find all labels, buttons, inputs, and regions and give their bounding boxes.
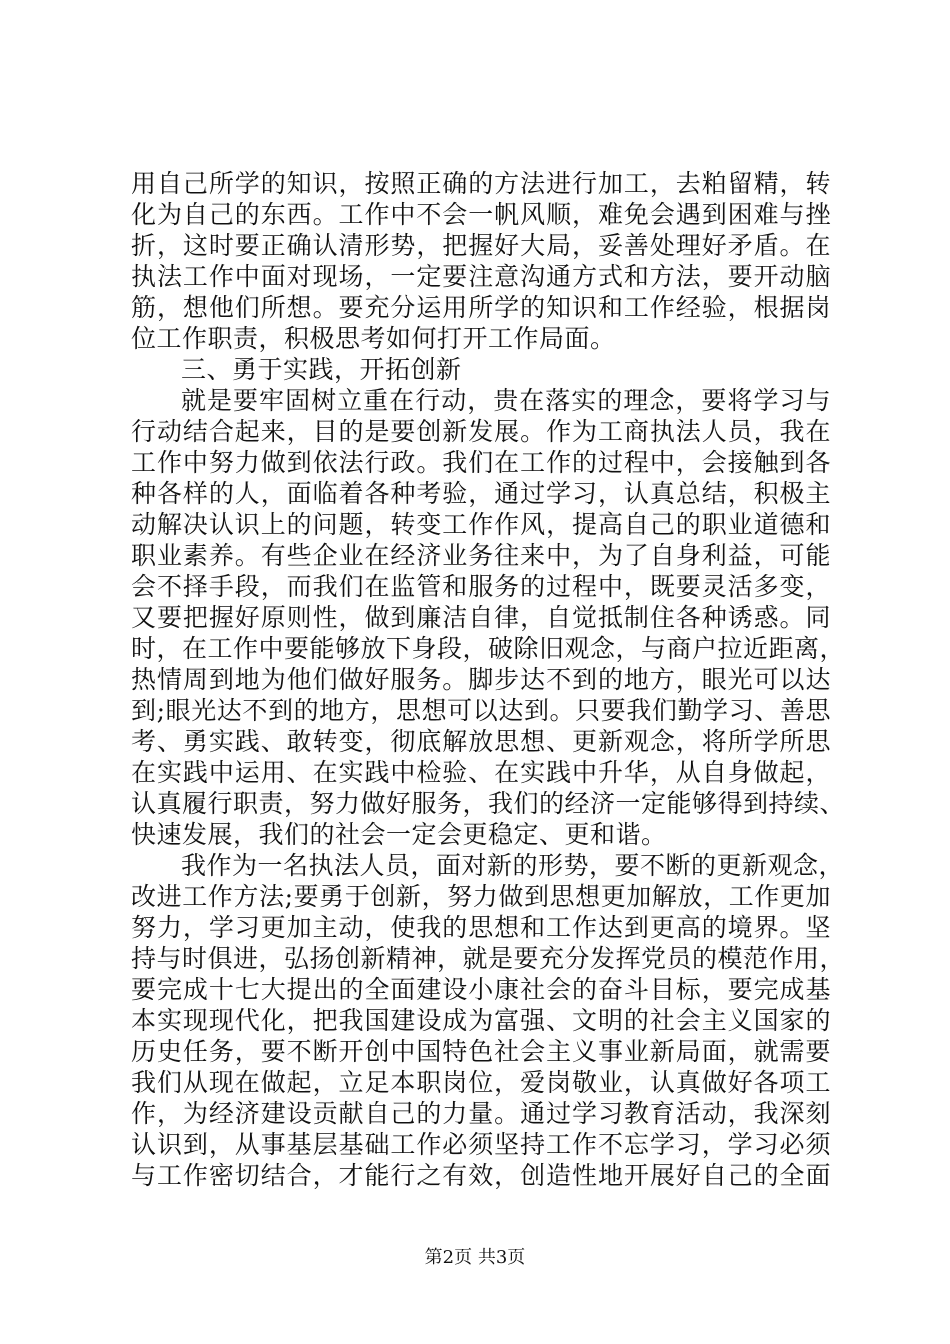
body-line: 快速发展，我们的社会一定会更稳定、更和谐。 (131, 820, 667, 849)
body-line: 行动结合起来，目的是要创新发展。作为工商执法人员，我在 (131, 417, 831, 446)
body-line: 本实现现代化，把我国建设成为富强、文明的社会主义国家的 (131, 1006, 831, 1035)
body-line: 职业素养。有些企业在经济业务往来中，为了自身利益，可能 (131, 541, 831, 570)
body-line: 执法工作中面对现场，一定要注意沟通方式和方法，要开动脑 (131, 262, 831, 291)
section-heading: 三、勇于实践，开拓创新 (181, 355, 462, 384)
body-line: 历史任务，要不断开创中国特色社会主义事业新局面，就需要 (131, 1037, 831, 1066)
body-line: 热情周到地为他们做好服务。脚步达不到的地方，眼光可以达 (131, 665, 831, 694)
body-line: 认识到，从事基层基础工作必须坚持工作不忘学习，学习必须 (131, 1130, 831, 1159)
body-line: 到;眼光达不到的地方，思想可以达到。只要我们勤学习、善思 (131, 696, 831, 725)
body-line: 位工作职责，积极思考如何打开工作局面。 (131, 324, 616, 353)
body-line: 时，在工作中要能够放下身段，破除旧观念，与商户拉近距离， (131, 634, 846, 663)
body-line: 与工作密切结合，才能行之有效，创造性地开展好自己的全面 (131, 1161, 831, 1190)
body-line: 工作中努力做到依法行政。我们在工作的过程中，会接触到各 (131, 448, 831, 477)
body-line: 在实践中运用、在实践中检验、在实践中升华，从自身做起， (131, 758, 831, 787)
body-line: 种各样的人，面临着各种考验，通过学习，认真总结，积极主 (131, 479, 831, 508)
paragraph-first-line: 我作为一名执法人员，面对新的形势，要不断的更新观念， (181, 851, 845, 880)
body-line: 改进工作方法;要勇于创新，努力做到思想更加解放，工作更加 (131, 882, 831, 911)
body-line: 考、勇实践、敢转变，彻底解放思想、更新观念，将所学所思 (131, 727, 831, 756)
body-line: 努力，学习更加主动，使我的思想和工作达到更高的境界。坚 (131, 913, 831, 942)
document-body (131, 168, 846, 1191)
paragraph-first-line: 就是要牢固树立重在行动，贵在落实的理念，要将学习与 (181, 386, 831, 415)
body-line: 认真履行职责，努力做好服务，我们的经济一定能够得到持续、 (131, 789, 846, 818)
body-line: 筋，想他们所想。要充分运用所学的知识和工作经验，根据岗 (131, 293, 831, 322)
body-line: 折，这时要正确认清形势，把握好大局，妥善处理好矛盾。在 (131, 231, 831, 260)
page-footer: 第2页 共3页 (424, 1247, 526, 1268)
body-line: 化为自己的东西。工作中不会一帆风顺，难免会遇到困难与挫 (131, 200, 831, 229)
body-line: 又要把握好原则性，做到廉洁自律，自觉抵制住各种诱惑。同 (131, 603, 831, 632)
body-line: 会不择手段，而我们在监管和服务的过程中，既要灵活多变， (131, 572, 831, 601)
body-line: 用自己所学的知识，按照正确的方法进行加工，去粕留精，转 (131, 169, 831, 198)
body-line: 我们从现在做起，立足本职岗位，爱岗敬业，认真做好各项工 (131, 1068, 831, 1097)
body-line: 动解决认识上的问题，转变工作作风，提高自己的职业道德和 (131, 510, 831, 539)
body-line: 持与时俱进，弘扬创新精神，就是要充分发挥党员的模范作用， (131, 944, 846, 973)
body-line: 要完成十七大提出的全面建设小康社会的奋斗目标，要完成基 (131, 975, 831, 1004)
body-line: 作，为经济建设贡献自己的力量。通过学习教育活动，我深刻 (131, 1099, 831, 1128)
